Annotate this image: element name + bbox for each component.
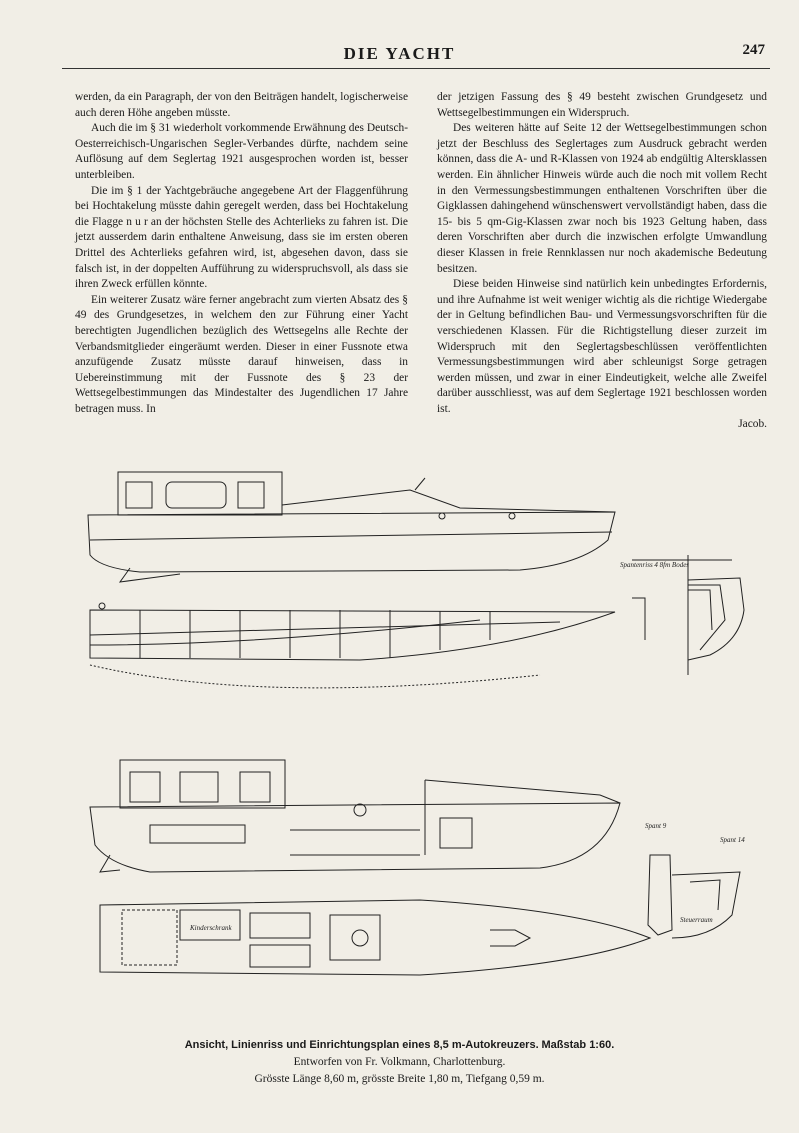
kinderschrank-label: Kinderschrank [190, 924, 232, 932]
deck-plan [100, 900, 650, 975]
spant-9-label: Spant 9 [645, 822, 667, 830]
author-signature: Jacob. [738, 418, 767, 431]
paragraph: werden, da ein Paragraph, der von den Beiträgen handelt, logischerweise auch deren Höhe angeben müsste. [75, 91, 408, 119]
boat-plan-drawings [60, 460, 780, 1020]
page-number: 247 [742, 42, 765, 58]
spantenriss-label: Spantenriss 4 8fm Bodes [620, 561, 690, 569]
caption-title: Ansicht, Linienriss und Einrichtungsplan eines 8,5 m-Autokreuzers. [184, 1039, 539, 1051]
paragraph: Des weiteren hätte auf Seite 12 der Wettsegelbestimmungen schon jetzt der Beschluss des Seglertages zum Ausdruck gebracht werden können, dass die A- und R-Klassen von 1924 ab endgültig Altersklassen werden. Ein ähnlicher Hinweis würde auch die noch mit vollem Recht in den Vermessungsbestimmungen enthaltenen Vorschriften über die Gigklassen dahingehend wünschenswert vervollständigt haben, dass die 15- bis 5 qm-Gig-Klassen zwar noch bis 1923 Geltung haben, dass deren Vorschriften aber durch die inzwischen erfolgte Umwandlung dieser Klassen in freie Rennklassen nur noch akademische Bedeutung besitzen. [437, 122, 767, 275]
side-elevation [88, 472, 615, 582]
figure-caption [0, 1037, 799, 1088]
bow-sections [648, 855, 740, 938]
lines-plan [90, 603, 615, 688]
caption-title-line [0, 1037, 799, 1054]
interior-section [90, 760, 620, 872]
paragraph: der jetzigen Fassung des § 49 besteht zwischen Grundgesetz und Wettsegelbestimmungen ein Widerspruch. [437, 91, 767, 119]
right-column [437, 90, 767, 433]
caption-dimensions: Grösste Länge 8,60 m, grösste Breite 1,80 m, Tiefgang 0,59 m. [254, 1073, 545, 1085]
spant-14-label: Spant 14 [720, 836, 745, 844]
paragraph: Auch die im § 31 wiederholt vorkommende Erwähnung des Deutsch-Oesterreichisch-Ungarischen Segler-Verbandes dürfte, nachdem seine Auflösung auf dem Seglertag 1921 ausgesprochen worden ist, besser unterbleiben. [75, 122, 408, 181]
paragraph: Ein weiterer Zusatz wäre ferner angebracht zum vierten Absatz des § 49 des Grundgesetzes, in welchem den zur Führung einer Yacht berechtigten Jugendlichen bezüglich des Wettsegelns alle Rechte der Verbandsmitglieder eingeräumt werden. Dieser in einer Fussnote etwa anzufügende Zusatz müsste darauf hinweisen, dass in Uebereinstimmung mit der Fussnote des § 23 der Wettsegelbestimmungen das Mindestalter des Jugendlichen 17 Jahre betragen muss. In [75, 293, 408, 415]
caption-scale: Maßstab 1:60. [541, 1039, 615, 1051]
header-rule [62, 68, 770, 69]
page-title: DIE YACHT [343, 44, 456, 63]
caption-designer: Entworfen von Fr. Volkmann, Charlottenburg. [293, 1056, 506, 1068]
steuerraum-label: Steuerraum [680, 916, 713, 924]
body-plan-sections [632, 555, 744, 675]
paragraph: Diese beiden Hinweise sind natürlich kein unbedingtes Erfordernis, und ihre Aufnahme ist weit weniger wichtig als die richtige Wiedergabe der in Geltung befindlichen Bau- und Vermessungsvorschriften für die verschiedenen Klassen. Für die Richtigstellung dieser zurzeit im Widerspruch mit den Seglertagsbeschlüssen veröffentlichten Vermessungsbestimmungen wird aber schleunigst Sorge getragen werden müssen, und zwar in einer Eindeutigkeit, welche alle Zweifel darüber ausschliesst, was auf dem Seglertage 1921 beschlossen worden ist. [437, 278, 767, 415]
paragraph: Die im § 1 der Yachtgebräuche angegebene Art der Flaggenführung bei Hochtakelung müsste dahin geregelt werden, dass bei Hochtakelung die Flagge n u r an der höchsten Stelle des Achterlieks zu fahren ist. Die jetzt ausserdem darin enthaltene Anweisung, dass sie im ersten oberen Drittel des Achterlieks gefahren wird, ist, abgesehen davon, dass sie falsch ist, in der doppelten Aufführung zu widerspruchsvoll, als dass sie ihren Zweck erfüllen könnte. [75, 184, 408, 291]
left-column [75, 90, 408, 417]
